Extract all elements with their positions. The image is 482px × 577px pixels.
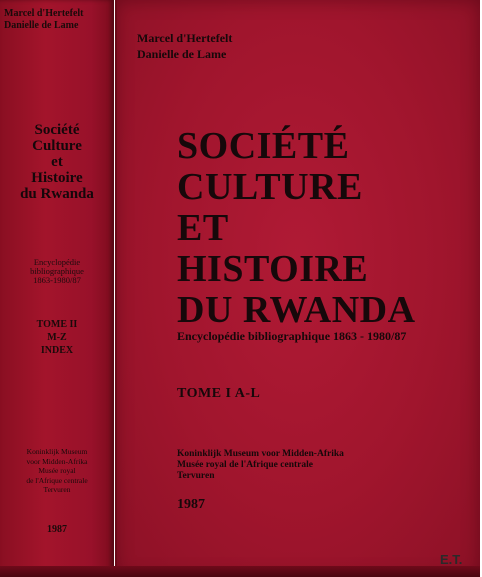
spine-title-line: et — [51, 154, 63, 170]
spine-subtitle-line: bibliographique — [30, 266, 84, 276]
spine-title-line: Histoire — [31, 170, 83, 186]
cover-author-2: Danielle de Lame — [137, 47, 227, 61]
cover-publisher — [177, 449, 344, 482]
cover-subtitle: Encyclopédie bibliographique 1863 - 1980/87 — [177, 329, 407, 343]
spine-authors — [4, 8, 110, 32]
cover-title-line: SOCIÉTÉ — [177, 125, 350, 167]
cover-volume: TOME I A-L — [177, 386, 261, 401]
watermark: E.T. — [440, 552, 463, 567]
spine-publisher — [4, 447, 110, 495]
cover-publisher-line: Koninklijk Museum voor Midden-Afrika — [177, 449, 344, 459]
cover-authors — [137, 30, 232, 62]
cover-publisher-line: Musée royal de l'Afrique centrale — [177, 460, 313, 470]
cover-year: 1987 — [177, 497, 205, 512]
spine-subtitle — [4, 258, 110, 285]
spine-year: 1987 — [47, 524, 67, 535]
spine-title-line: Culture — [32, 138, 82, 154]
spine-publisher-line: de l'Afrique centrale — [26, 475, 88, 485]
cover-title-line: CULTURE — [177, 166, 363, 208]
spine-title-line: du Rwanda — [20, 186, 94, 202]
cover-title — [177, 126, 416, 331]
cover-author-1: Marcel d'Hertefelt — [137, 31, 233, 45]
spine-volume-line: INDEX — [40, 345, 74, 356]
spine-volume-line: TOME II — [36, 319, 78, 330]
cover-edge — [115, 0, 117, 577]
spine-publisher-line: Tervuren — [43, 485, 71, 494]
spine-subtitle-line: 1863-1980/87 — [33, 275, 81, 285]
spine-publisher-line: Koninklijk Museum — [26, 447, 88, 456]
spine-publisher-line: voor Midden-Afrika — [26, 456, 88, 466]
cover-title-line: DU RWANDA — [177, 289, 416, 331]
spine-volume-line: M-Z — [47, 332, 67, 343]
cover-title-line: ET — [177, 207, 229, 249]
spine-author-2: Danielle de Lame — [4, 20, 79, 31]
spine-volume — [4, 318, 110, 357]
book-cover-volume-1 — [115, 0, 480, 577]
spine-title-line: Société — [34, 122, 80, 138]
spine-author-1: Marcel d'Hertefelt — [4, 8, 84, 19]
cover-title-line: HISTOIRE — [177, 248, 369, 290]
book-spine-volume-2 — [0, 0, 114, 577]
spine-publisher-line: Musée royal — [38, 466, 76, 475]
cover-publisher-line: Tervuren — [177, 471, 215, 481]
spine-title — [4, 122, 110, 202]
spine-subtitle-line: Encyclopédie — [33, 257, 81, 267]
book-bottom-edge — [0, 566, 480, 577]
